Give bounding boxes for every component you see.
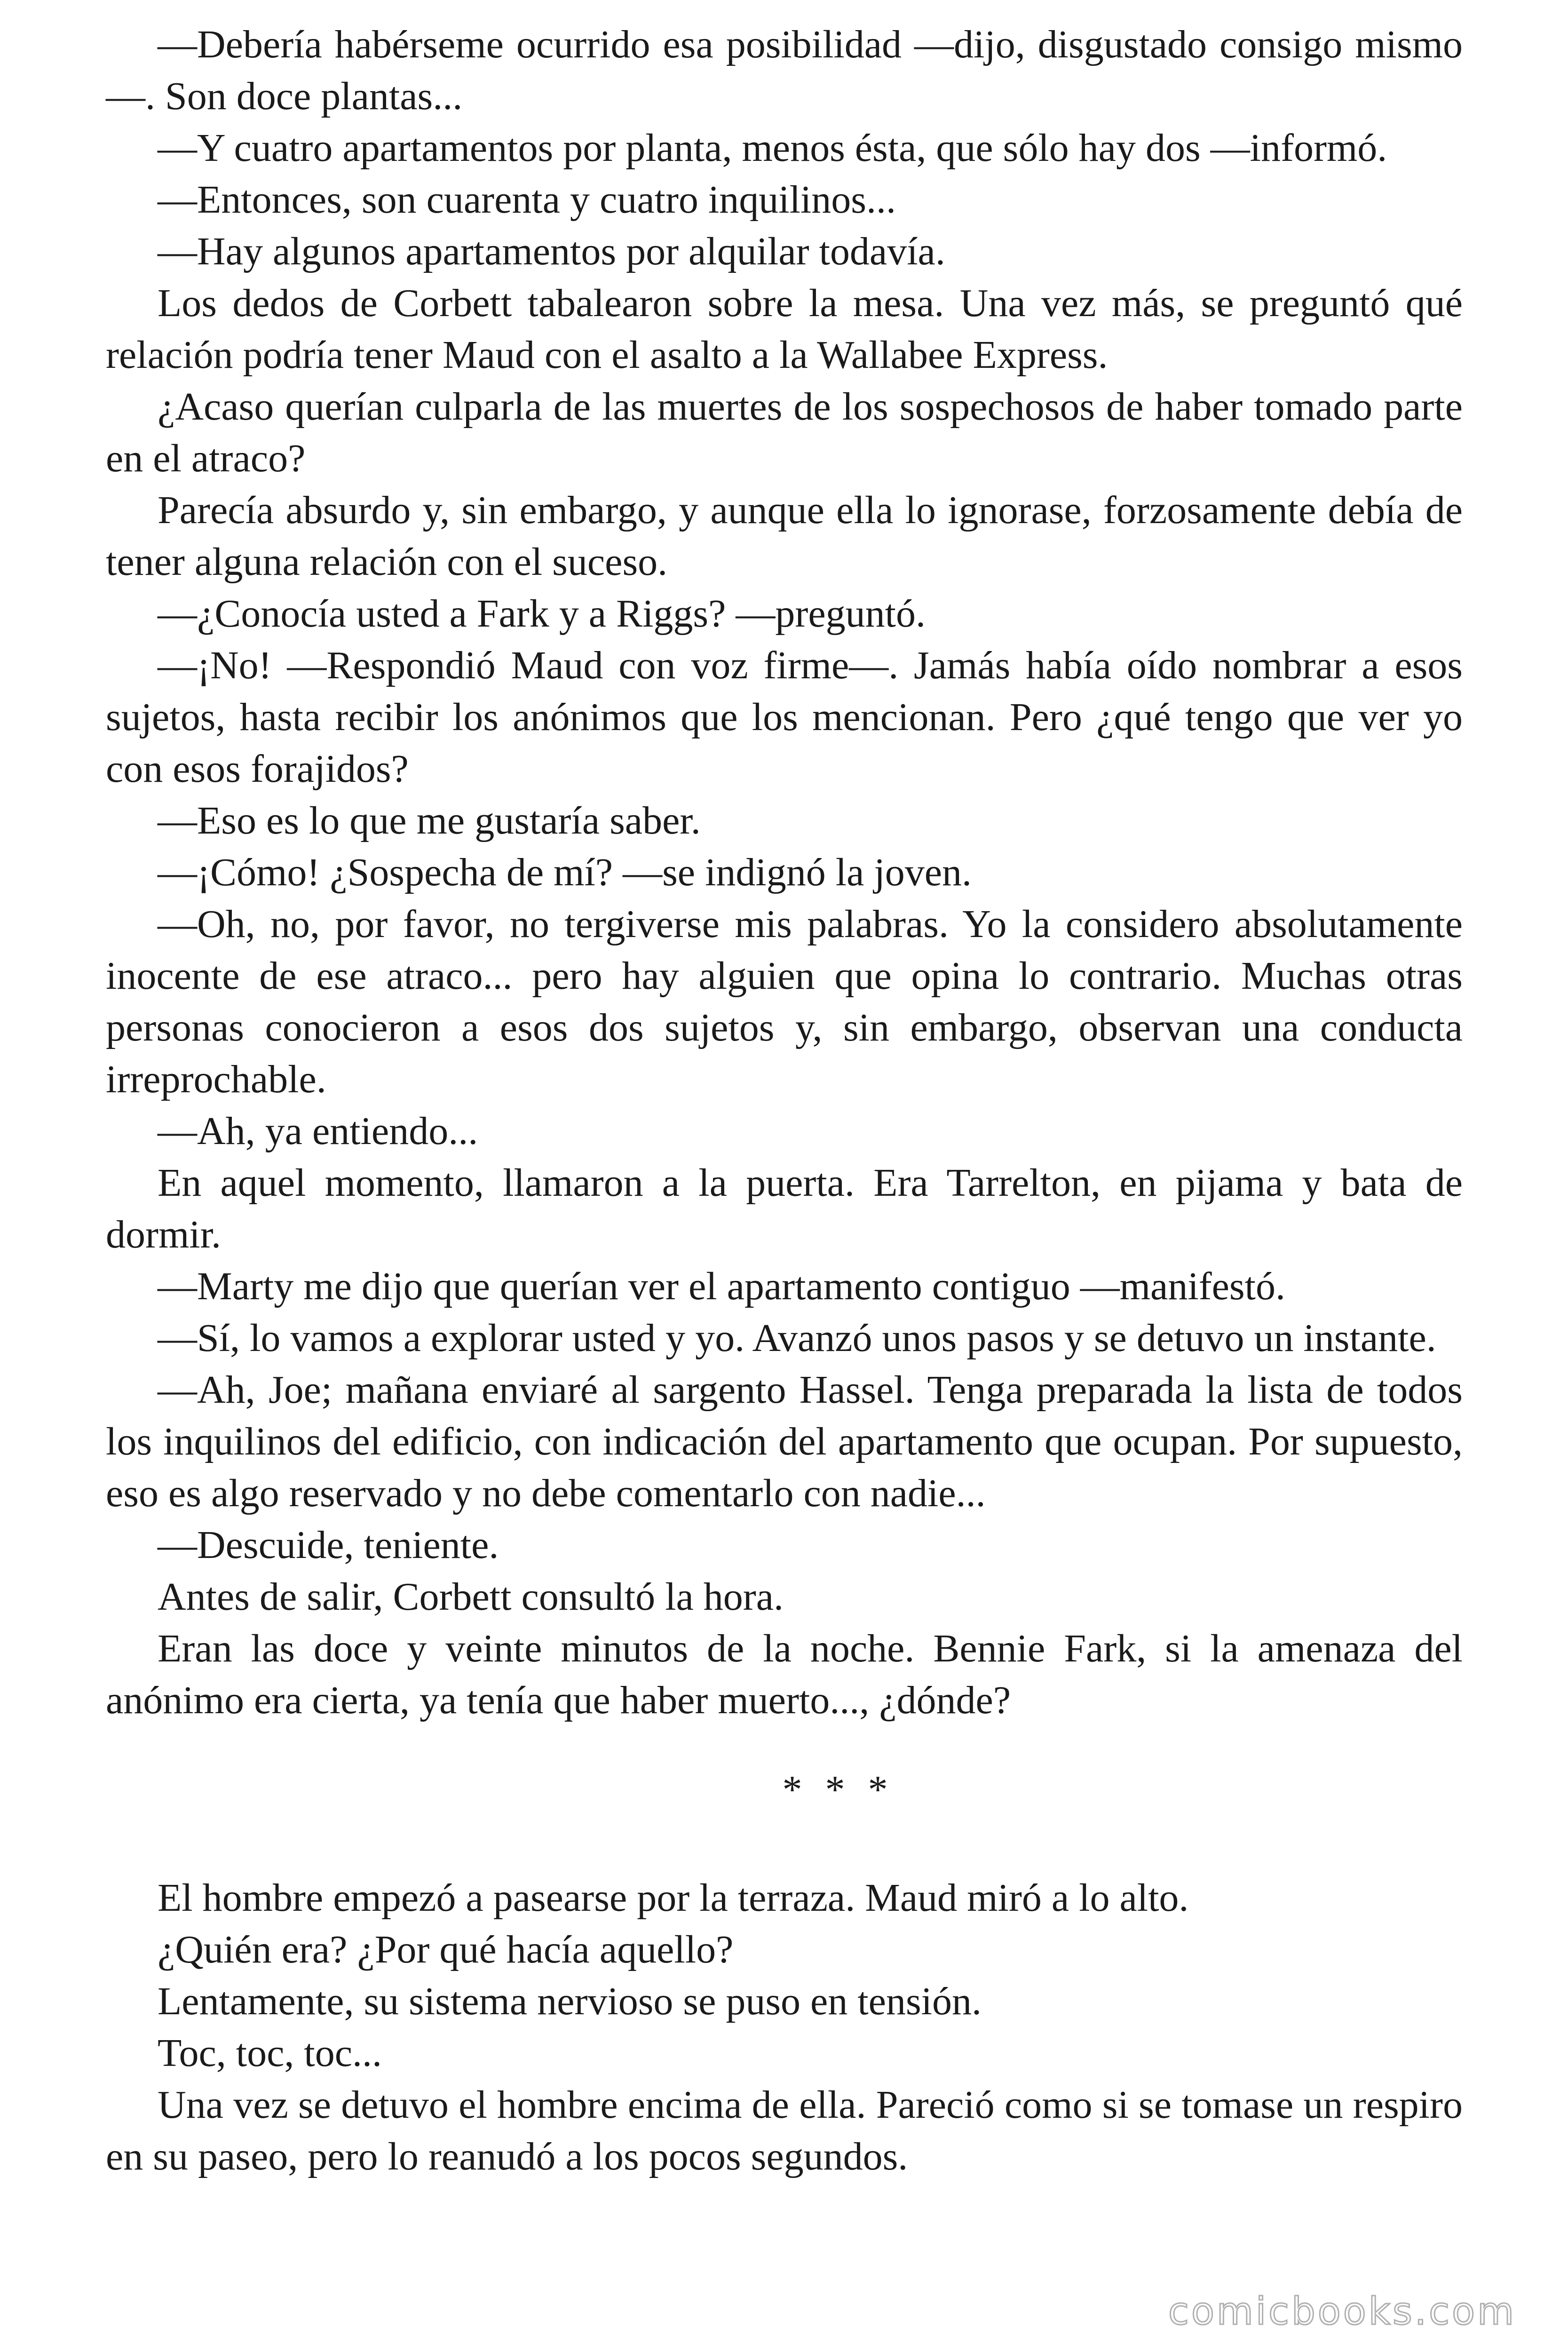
paragraph: Antes de salir, Corbett consultó la hora. [158, 1575, 784, 1619]
scene-break-separator: * * * [782, 1768, 895, 1812]
paragraph: ¿Acaso querían culparla de las muertes de los sospechosos de haber tomado parte en el atraco? [106, 385, 1463, 480]
paragraph: Lentamente, su sistema nervioso se puso en tensión. [158, 1979, 982, 2023]
paragraph: —¿Conocía usted a Fark y a Riggs? —preguntó. [158, 592, 926, 636]
paragraph: —Entonces, son cuarenta y cuatro inquilinos... [158, 178, 896, 222]
paragraph: —Eso es lo que me gustaría saber. [158, 799, 701, 842]
paragraph: —Ah, ya entiendo... [158, 1109, 478, 1153]
paragraph: Los dedos de Corbett tabalearon sobre la mesa. Una vez más, se preguntó qué relación podría tener Maud con el asalto a la Wallabee Express. [106, 281, 1463, 377]
paragraph: Eran las doce y veinte minutos de la noche. Bennie Fark, si la amenaza del anónimo era cierta, ya tenía que haber muerto..., ¿dónde? [106, 1627, 1463, 1722]
paragraph: —Debería habérseme ocurrido esa posibilidad —dijo, disgustado consigo mismo—. Son doce plantas... [106, 23, 1463, 118]
paragraph: Parecía absurdo y, sin embargo, y aunque ella lo ignorase, forzosamente debía de tener alguna relación con el suceso. [106, 488, 1463, 584]
paragraph: ¿Quién era? ¿Por qué hacía aquello? [158, 1928, 734, 1971]
paragraph: —¡No! —Respondió Maud con voz firme—. Jamás había oído nombrar a esos sujetos, hasta recibir los anónimos que los mencionan. Pero ¿qué tengo que ver yo con esos forajidos? [106, 644, 1463, 791]
paragraph: —Y cuatro apartamentos por planta, menos ésta, que sólo hay dos —informó. [158, 126, 1387, 170]
paragraph: —Oh, no, por favor, no tergiverse mis palabras. Yo la considero absolutamente inocente de ese atraco... pero hay alguien que opina lo contrario. Muchas otras personas conocieron a esos dos sujetos y, sin embargo, observan una conducta irreprochable. [106, 902, 1463, 1101]
paragraph: —Descuide, teniente. [158, 1523, 499, 1567]
text-section-1 [106, 19, 1463, 1726]
paragraph: Toc, toc, toc... [158, 2031, 382, 2075]
paragraph: —Sí, lo vamos a explorar usted y yo. Avanzó unos pasos y se detuvo un instante. [158, 1316, 1436, 1360]
paragraph: Una vez se detuvo el hombre encima de ella. Pareció como si se tomase un respiro en su paseo, pero lo reanudó a los pocos segundos. [106, 2083, 1463, 2178]
paragraph: El hombre empezó a pasearse por la terraza. Maud miró a lo alto. [158, 1876, 1189, 1920]
paragraph: En aquel momento, llamaron a la puerta. Era Tarrelton, en pijama y bata de dormir. [106, 1161, 1463, 1256]
book-page [106, 19, 1463, 2183]
watermark: comicbooks.com [1168, 2289, 1516, 2333]
paragraph: —Marty me dijo que querían ver el apartamento contiguo —manifestó. [158, 1264, 1285, 1308]
paragraph: —Hay algunos apartamentos por alquilar todavía. [158, 230, 945, 273]
paragraph: —¡Cómo! ¿Sospecha de mí? —se indignó la joven. [158, 850, 972, 894]
text-section-2 [106, 1872, 1463, 2183]
paragraph: —Ah, Joe; mañana enviaré al sargento Hassel. Tenga preparada la lista de todos los inquilinos del edificio, con indicación del apartamento que ocupan. Por supuesto, eso es algo reservado y no debe comentarlo con nadie... [106, 1368, 1463, 1515]
